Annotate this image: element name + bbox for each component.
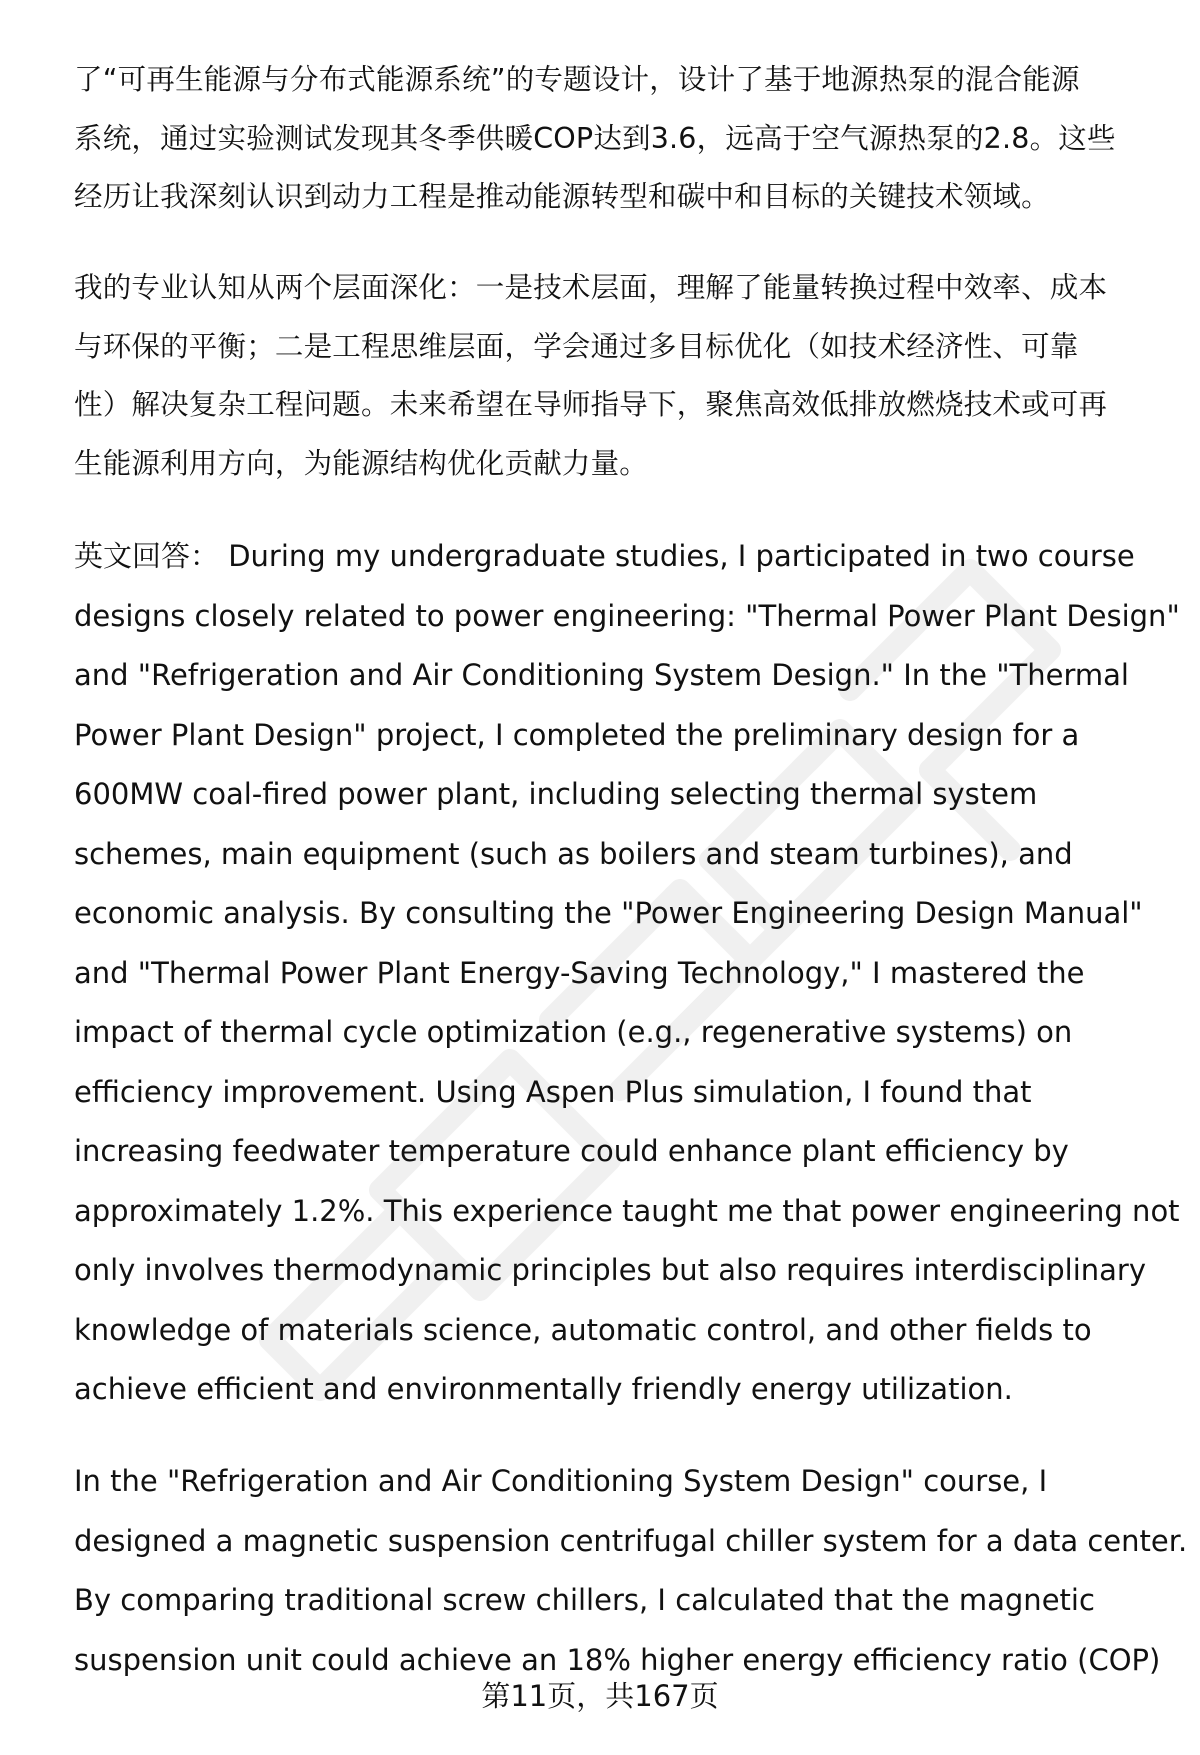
text-line: impact of thermal cycle optimization (e.g., regenerative systems) on — [74, 1015, 1073, 1049]
text-line: 了“可再生能源与分布式能源系统”的专题设计，设计了基于地源热泵的混合能源 — [74, 63, 1080, 96]
paragraph-chinese-2 — [74, 259, 1154, 493]
text-line: 经历让我深刻认识到动力工程是推动能源转型和碳中和目标的关键技术领域。 — [74, 180, 1050, 213]
text-line: approximately 1.2%. This experience taught me that power engineering not — [74, 1193, 1180, 1228]
text-line: achieve efficient and environmentally friendly energy utilization. — [74, 1372, 1013, 1406]
text-line: economic analysis. By consulting the "Power Engineering Design Manual" — [74, 896, 1143, 930]
text-line: 我的专业认知从两个层面深化：一是技术层面，理解了能量转换过程中效率、成本 — [74, 271, 1108, 304]
text-line: By comparing traditional screw chillers, I calculated that the magnetic — [74, 1583, 1095, 1617]
text-line: In the "Refrigeration and Air Conditioning System Design" course, I — [74, 1464, 1048, 1498]
page-number-footer: 第11页，共167页 — [481, 1679, 719, 1713]
text-line: schemes, main equipment (such as boilers and steam turbines), and — [74, 836, 1073, 871]
text-line: 系统，通过实验测试发现其冬季供暖COP达到3.6，远高于空气源热泵的2.8。这些 — [74, 121, 1116, 155]
text-line: 600MW coal-fired power plant, including selecting thermal system — [74, 777, 1038, 811]
paragraph-chinese-1 — [74, 51, 1154, 227]
text-line: 性）解决复杂工程问题。未来希望在导师指导下，聚焦高效低排放燃烧技术或可再 — [74, 388, 1108, 421]
text-line: Power Plant Design" project, I completed the preliminary design for a — [74, 717, 1080, 752]
paragraph-english-1 — [74, 527, 1180, 1420]
text-line: efficiency improvement. Using Aspen Plus simulation, I found that — [74, 1074, 1032, 1109]
text-line: knowledge of materials science, automatic control, and other fields to — [74, 1312, 1092, 1347]
text-line: designs closely related to power engineering: "Thermal Power Plant Design" — [74, 598, 1180, 633]
text-line: and "Refrigeration and Air Conditioning System Design." In the "Thermal — [74, 658, 1129, 692]
text-line: suspension unit could achieve an 18% higher energy efficiency ratio (COP) — [74, 1642, 1161, 1677]
text-line: and "Thermal Power Plant Energy-Saving Technology," I mastered the — [74, 955, 1085, 990]
paragraph-english-2 — [74, 1452, 1188, 1690]
text-line: increasing feedwater temperature could enhance plant efficiency by — [74, 1134, 1069, 1168]
text-line: 与环保的平衡；二是工程思维层面，学会通过多目标优化（如技术经济性、可靠 — [74, 329, 1079, 363]
text-line: 英文回答： During my undergraduate studies, I participated in two course — [74, 539, 1135, 573]
text-line: only involves thermodynamic principles but also requires interdisciplinary — [74, 1253, 1146, 1287]
text-line: 生能源利用方向，为能源结构优化贡献力量。 — [74, 446, 649, 480]
text-line: designed a magnetic suspension centrifugal chiller system for a data center. — [74, 1523, 1188, 1558]
